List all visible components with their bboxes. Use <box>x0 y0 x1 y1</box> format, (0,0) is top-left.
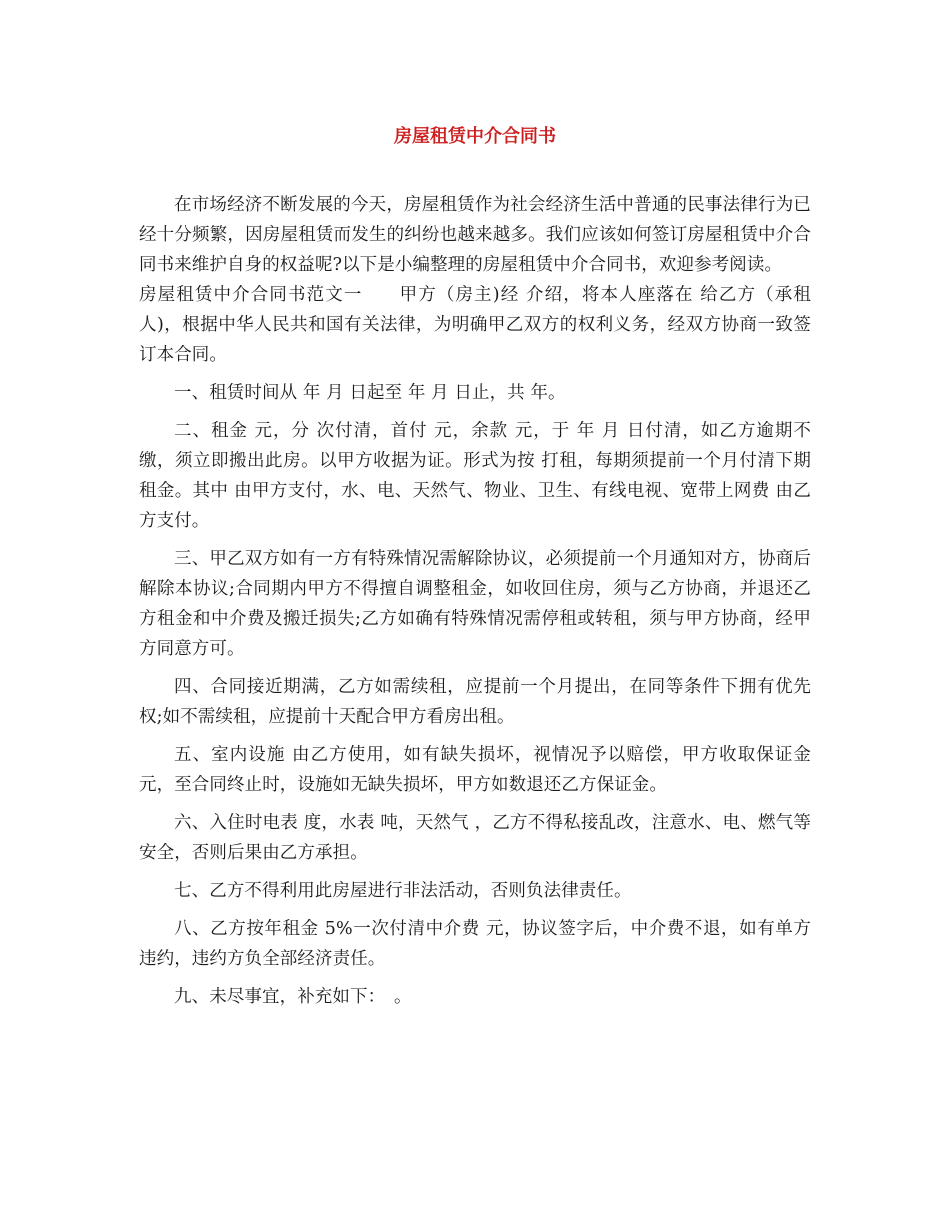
sample-heading-paragraph: 房屋租赁中介合同书范文一 甲方（房主)经 介绍，将本人座落在 给乙方（承租人)，根据中华人民共和国有关法律，为明确甲乙双方的权利义务，经双方协商一致签订本合同。 <box>139 285 811 365</box>
clause-7: 七、乙方不得利用此房屋进行非法活动，否则负法律责任。 <box>174 881 632 901</box>
document-title: 房屋租赁中介合同书 <box>394 126 556 147</box>
clause-9: 九、未尽事宜，补充如下： 。 <box>174 987 412 1007</box>
clause-3: 三、甲乙双方如有一方有特殊情况需解除协议，必须提前一个月通知对方，协商后解除本协议;合同期内甲方不得擅自调整租金，如收回住房，须与乙方协商，并退还乙方租金和中介费及搬迁损失;乙方如确有特殊情况需停租或转租，须与甲方协商，经甲方同意方可。 <box>139 549 811 659</box>
clause-5: 五、室内设施 由乙方使用，如有缺失损坏，视情况予以赔偿，甲方收取保证金 元，至合同终止时，设施如无缺失损坏，甲方如数退还乙方保证金。 <box>139 745 811 795</box>
clause-4: 四、合同接近期满，乙方如需续租，应提前一个月提出，在同等条件下拥有优先权;如不需续租，应提前十天配合甲方看房出租。 <box>139 677 811 727</box>
clause-2: 二、租金 元，分 次付清，首付 元，余款 元，于 年 月 日付清，如乙方逾期不缴，须立即搬出此房。以甲方收据为证。形式为按 打租，每期须提前一个月付清下期租金。其中 由甲方支付，水、电、天然气、物业、卫生、有线电视、宽带上网费 由乙方支付。 <box>139 421 811 531</box>
clause-1: 一、租赁时间从 年 月 日起至 年 月 日止，共 年。 <box>174 383 566 403</box>
clause-8: 八、乙方按年租金 5%一次付清中介费 元，协议签字后，中介费不退，如有单方违约，违约方负全部经济责任。 <box>139 919 811 969</box>
document-body <box>139 190 811 1012</box>
clause-6: 六、入住时电表 度，水表 吨，天然气 ，乙方不得私接乱改，注意水、电、燃气等安全，否则后果由乙方承担。 <box>139 813 811 863</box>
intro-paragraph: 在市场经济不断发展的今天，房屋租赁作为社会经济生活中普通的民事法律行为已经十分频繁，因房屋租赁而发生的纠纷也越来越多。我们应该如何签订房屋租赁中介合同书来维护自身的权益呢?以下是小编整理的房屋租赁中介合同书，欢迎参考阅读。 <box>139 195 811 275</box>
